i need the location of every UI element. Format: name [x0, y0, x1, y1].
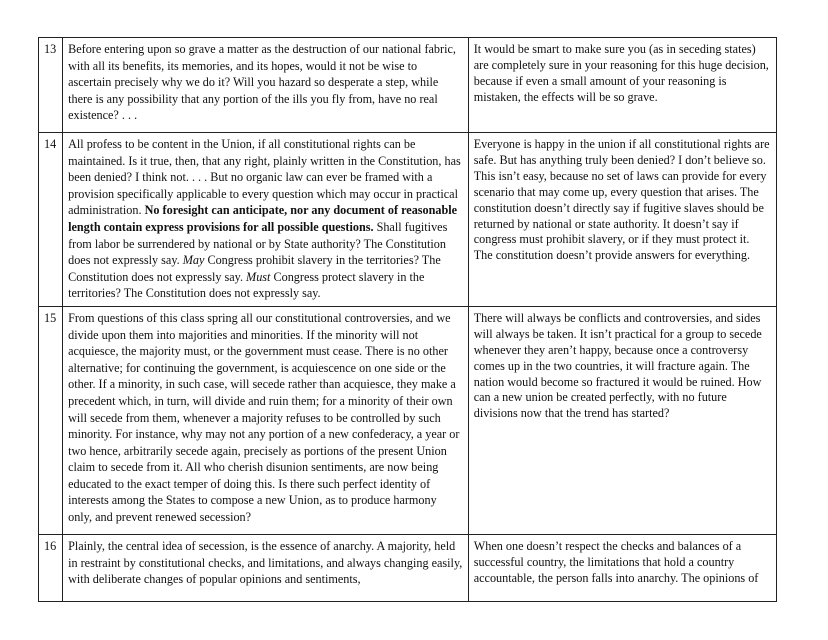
row-number: 13: [39, 38, 63, 133]
original-text: From questions of this class spring all our constitutional controversies, and we divide upon them into majorities and minorities. If the minority will not acquiesce, the majority must, or the government must cease. There is no other alternative; for continuing the government, is acquiescence on one side or the other. If a minority, in such case, will secede rather than acquiesce, they make a precedent which, in turn, will divide and ruin them; for a minority of their own will secede from them, whenever a majority refuses to be controlled by such minority. For instance, why may not any portion of a new confederacy, a year or two hence, arbitrarily secede again, precisely as portions of the present Union claim to secede from it. All who cherish disunion sentiments, are now being educated to the exact temper of doing this. Is there such perfect identity of interests among the States to compose a new Union, as to produce harmony only, and prevent renewed secession?: [63, 306, 469, 534]
original-text: Before entering upon so grave a matter as the destruction of our national fabric, with all its benefits, its memories, and its hopes, would it not be wise to ascertain precisely why we do it? Will you hazard so desperate a step, while there is any possibility that any portion of the ills you fly from, have no real existence? . . .: [63, 38, 469, 133]
row-number: 15: [39, 306, 63, 534]
original-text-part: Congress protect slavery in the territories? The Constitution does not expressly say.: [68, 269, 425, 301]
table-row: [39, 133, 777, 307]
table-row: [39, 534, 777, 601]
paraphrase-text: There will always be conflicts and controversies, and sides will always be taken. It isn’t practical for a group to secede whenever they aren’t happy, because once a controversy comes up in the two countries, it will fracture again. The nation would become so fractured it would be ruined. How can a new union be created perfectly, with no future divisions now that the trend has started?: [468, 306, 776, 534]
original-text: Plainly, the central idea of secession, is the essence of anarchy. A majority, held in restraint by constitutional checks, and limitations, and always changing easily, with deliberate changes of popular opinions and sentiments,: [63, 534, 469, 601]
row-number: 14: [39, 133, 63, 307]
original-text-italic: Must: [246, 269, 271, 284]
row-number: 16: [39, 534, 63, 601]
comparison-table: [38, 37, 777, 602]
paraphrase-text: Everyone is happy in the union if all constitutional rights are safe. But has anything truly been denied? I don’t believe so. This isn’t easy, because no set of laws can provide for every scenario that may come up, every question that arises. The constitution doesn’t directly say if fugitive slaves should be returned by national or state authority. It doesn’t say if congress must prohibit slavery, or if they must protect it. The constitution doesn’t provide answers for everything.: [468, 133, 776, 307]
original-text-part: Congress prohibit slavery in the territories? The Constitution does not expressly say.: [68, 253, 441, 284]
comparison-table-container: [38, 37, 777, 602]
paraphrase-text: When one doesn’t respect the checks and balances of a successful country, the limitations that hold a country accountable, the person falls into anarchy. The opinions of: [468, 534, 776, 601]
original-text-part: All profess to be content in the Union, if all constitutional rights can be maintained. Is it true, then, that any right, plainly written in the Constitution, has been denied? I think not. . . . But no organic law can ever be framed with a provision specifically applicable to every question which may occur in practical administration.: [68, 137, 461, 218]
original-text-part: Shall fugitives from labor be surrendered by national or by State authority? The Constitution does not expressly say.: [68, 219, 448, 268]
paraphrase-text: It would be smart to make sure you (as in seceding states) are completely sure in your reasoning for this huge decision, because if even a small amount of your reasoning is mistaken, the effects will be so grave.: [468, 38, 776, 133]
original-text-italic: May: [182, 253, 205, 268]
table-row: [39, 38, 777, 133]
table-row: [39, 306, 777, 534]
original-text-bold: No foresight can anticipate, nor any document of reasonable length contain express provisions for all possible questions.: [68, 203, 458, 234]
original-text: [63, 133, 469, 307]
